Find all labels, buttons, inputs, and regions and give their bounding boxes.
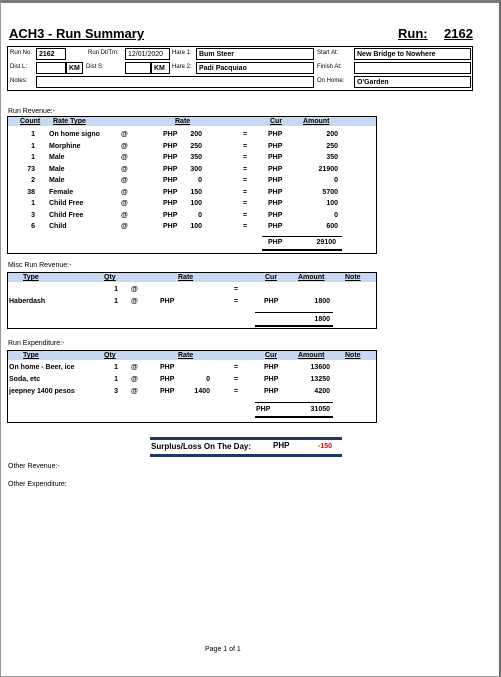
start-label: Start At: [317, 50, 339, 56]
revenue-at: @ [121, 177, 128, 184]
misc-at: @ [131, 298, 138, 305]
col-rate-type: Rate Type [53, 118, 86, 125]
expenditure-cur: PHP [264, 376, 279, 383]
expenditure-total-cur: PHP [256, 406, 271, 413]
revenue-rate-type: Female [49, 188, 74, 196]
misc-revenue-label: Misc Run Revenue:- [8, 262, 72, 269]
revenue-cur: PHP [268, 200, 283, 207]
revenue-amount: 600 [326, 223, 338, 230]
run-label: Run: [398, 26, 428, 41]
expenditure-amount: 13600 [310, 364, 330, 371]
revenue-at: @ [121, 200, 128, 207]
km-unit-l: KM [66, 62, 83, 74]
surplus-top-bar [150, 437, 342, 440]
revenue-rate-cur: PHP [163, 142, 178, 150]
col-rate: Rate [178, 352, 194, 359]
hare2-field[interactable]: Padi Pacquiao [196, 62, 314, 74]
revenue-cur: PHP [268, 142, 283, 150]
col-note: Note [345, 352, 361, 359]
misc-total-bottom-rule [255, 325, 333, 327]
expenditure-amount: 13250 [310, 376, 330, 383]
misc-cur: PHP [264, 298, 279, 305]
revenue-rate-cur: PHP [163, 200, 178, 207]
col-cur: Cur [265, 352, 278, 359]
revenue-rate-type: Child Free [49, 211, 84, 219]
surplus-value: -150 [318, 443, 333, 450]
revenue-rate: 250 [190, 142, 202, 150]
revenue-rate-type: Child [49, 223, 67, 230]
expenditure-qty: 1 [114, 376, 118, 383]
revenue-amount: 5700 [322, 188, 338, 196]
expenditure-at: @ [131, 388, 138, 395]
revenue-rate: 0 [198, 211, 202, 219]
finish-label: Finish At: [317, 64, 342, 70]
revenue-rate: 300 [190, 165, 202, 173]
revenue-rate-cur: PHP [163, 154, 178, 161]
expenditure-rate-cur: PHP [160, 376, 175, 383]
expenditure-cur: PHP [264, 388, 279, 395]
run-revenue-label: Run Revenue:- [8, 108, 56, 115]
revenue-count: 6 [31, 223, 35, 230]
other-expenditure-label: Other Expenditure: [8, 481, 67, 488]
expenditure-eq: = [234, 376, 239, 383]
revenue-eq: = [243, 154, 248, 161]
col-amount: Amount [303, 118, 330, 125]
revenue-cur: PHP [268, 223, 283, 230]
expenditure-rate: 0 [206, 376, 210, 383]
misc-at: @ [131, 286, 138, 293]
col-note: Note [345, 274, 361, 281]
revenue-eq: = [243, 223, 248, 230]
revenue-rate-cur: PHP [163, 223, 178, 230]
revenue-rate-type: Morphine [49, 142, 81, 150]
revenue-amount: 0 [334, 177, 338, 184]
page-number: Page 1 of 1 [205, 646, 241, 653]
revenue-rate-cur: PHP [163, 165, 178, 173]
col-amount: Amount [298, 274, 325, 281]
revenue-total-cur: PHP [268, 239, 283, 246]
km-unit-s: KM [151, 62, 170, 74]
start-field[interactable]: New Bridge to Nowhere [354, 48, 471, 60]
revenue-amount: 250 [326, 142, 338, 150]
expenditure-qty: 3 [114, 388, 118, 395]
revenue-count: 1 [31, 131, 35, 138]
revenue-count: 1 [31, 200, 35, 207]
revenue-rate-type: Male [49, 165, 65, 173]
revenue-cur: PHP [268, 154, 283, 161]
run-info-box [7, 46, 473, 91]
revenue-amount: 21900 [318, 165, 338, 173]
col-type: Type [23, 352, 39, 359]
misc-qty: 1 [114, 298, 118, 305]
revenue-total: 29100 [316, 239, 336, 246]
expenditure-at: @ [131, 376, 138, 383]
revenue-rate: 350 [190, 154, 202, 161]
onhome-label: On Home: [317, 78, 345, 84]
revenue-amount: 0 [334, 211, 338, 219]
col-cur: Cur [270, 118, 283, 125]
expenditure-rate: 1400 [194, 388, 210, 395]
dist-s-field[interactable] [125, 62, 151, 74]
revenue-rate-cur: PHP [163, 188, 178, 196]
revenue-eq: = [243, 177, 248, 184]
revenue-count: 38 [27, 188, 35, 196]
col-cur: Cur [265, 274, 278, 281]
expenditure-cur: PHP [264, 364, 279, 371]
revenue-rate-type: Child Free [49, 200, 84, 207]
col-qty: Qty [104, 274, 116, 281]
revenue-rate-type: Male [49, 177, 65, 184]
expenditure-at: @ [131, 364, 138, 371]
hare1-field[interactable]: Bum Steer [196, 48, 314, 60]
revenue-eq: = [243, 188, 248, 196]
revenue-count: 73 [27, 165, 35, 173]
revenue-rate: 150 [190, 188, 202, 196]
expenditure-type: On home - Beer, ice [9, 364, 75, 371]
revenue-count: 2 [31, 177, 35, 184]
hare2-label: Hare 2: [172, 64, 192, 70]
revenue-rate-cur: PHP [163, 211, 178, 219]
expenditure-rate-cur: PHP [160, 388, 175, 395]
misc-total: 1800 [314, 316, 330, 323]
expenditure-total-top-rule [255, 402, 333, 403]
revenue-count: 1 [31, 154, 35, 161]
revenue-amount: 200 [326, 131, 338, 138]
revenue-at: @ [121, 142, 128, 150]
expenditure-type: Soda, etc [9, 376, 41, 383]
col-amount: Amount [298, 352, 325, 359]
other-revenue-label: Other Revenue:- [8, 463, 60, 470]
revenue-total-bottom-rule [262, 249, 342, 251]
expenditure-total-bottom-rule [255, 416, 333, 418]
col-rate: Rate [178, 274, 194, 281]
revenue-eq: = [243, 131, 248, 138]
revenue-amount: 100 [326, 200, 338, 207]
dist-s-label: Dist S: [86, 64, 104, 70]
revenue-at: @ [121, 165, 128, 173]
misc-eq: = [234, 298, 239, 305]
col-type: Type [23, 274, 39, 281]
revenue-eq: = [243, 142, 248, 150]
revenue-total-top-rule [262, 236, 342, 237]
revenue-rate: 200 [190, 131, 202, 138]
report-title: ACH3 - Run Summary [9, 26, 145, 41]
dist-l-field[interactable] [36, 62, 66, 74]
revenue-cur: PHP [268, 211, 283, 219]
run-no-label: Run No: [10, 50, 33, 56]
revenue-rate-cur: PHP [163, 131, 178, 138]
revenue-eq: = [243, 211, 248, 219]
run-dt-label: Run Dt/Tm: [88, 50, 119, 56]
misc-eq: = [234, 286, 239, 293]
revenue-cur: PHP [268, 177, 283, 184]
hare1-label: Hare 1: [172, 50, 192, 56]
expenditure-total: 31050 [310, 406, 330, 413]
finish-field[interactable] [354, 62, 471, 74]
expenditure-qty: 1 [114, 364, 118, 371]
run-no-field[interactable]: 2162 [36, 48, 66, 60]
misc-type: Haberdash [9, 298, 46, 305]
misc-rate-cur: PHP [160, 298, 175, 305]
revenue-cur: PHP [268, 165, 283, 173]
revenue-amount: 350 [326, 154, 338, 161]
revenue-at: @ [121, 131, 128, 138]
expenditure-eq: = [234, 388, 239, 395]
surplus-bottom-bar [150, 454, 342, 457]
misc-amount: 1800 [314, 298, 330, 305]
revenue-count: 1 [31, 142, 35, 150]
revenue-rate: 0 [198, 177, 202, 184]
revenue-cur: PHP [268, 188, 283, 196]
revenue-at: @ [121, 211, 128, 219]
revenue-rate: 100 [190, 200, 202, 207]
revenue-rate: 100 [190, 223, 202, 230]
notes-label: Notes: [10, 78, 28, 84]
notes-field[interactable] [36, 76, 314, 88]
revenue-rate-type: On home signo [49, 131, 100, 138]
onhome-field[interactable]: O'Garden [354, 76, 471, 88]
revenue-eq: = [243, 200, 248, 207]
surplus-label: Surplus/Loss On The Day: [151, 442, 252, 451]
expenditure-eq: = [234, 364, 239, 371]
revenue-eq: = [243, 165, 248, 173]
revenue-rate-cur: PHP [163, 177, 178, 184]
run-dt-field[interactable]: 12/01/2020 [125, 48, 170, 60]
misc-qty: 1 [114, 286, 118, 293]
expenditure-amount: 4200 [314, 388, 330, 395]
dist-l-label: Dist L: [10, 64, 28, 70]
expenditure-label: Run Expenditure:- [8, 340, 65, 347]
revenue-cur: PHP [268, 131, 283, 138]
revenue-at: @ [121, 223, 128, 230]
revenue-at: @ [121, 154, 128, 161]
revenue-count: 3 [31, 211, 35, 219]
run-number: 2162 [444, 26, 473, 41]
col-rate: Rate [175, 118, 191, 125]
surplus-cur: PHP [273, 441, 290, 450]
expenditure-rate-cur: PHP [160, 364, 175, 371]
col-qty: Qty [104, 352, 116, 359]
col-count: Count [20, 118, 41, 125]
revenue-at: @ [121, 188, 128, 196]
misc-total-top-rule [255, 312, 333, 313]
expenditure-type: jeepney 1400 pesos [9, 388, 75, 395]
revenue-rate-type: Male [49, 154, 65, 161]
